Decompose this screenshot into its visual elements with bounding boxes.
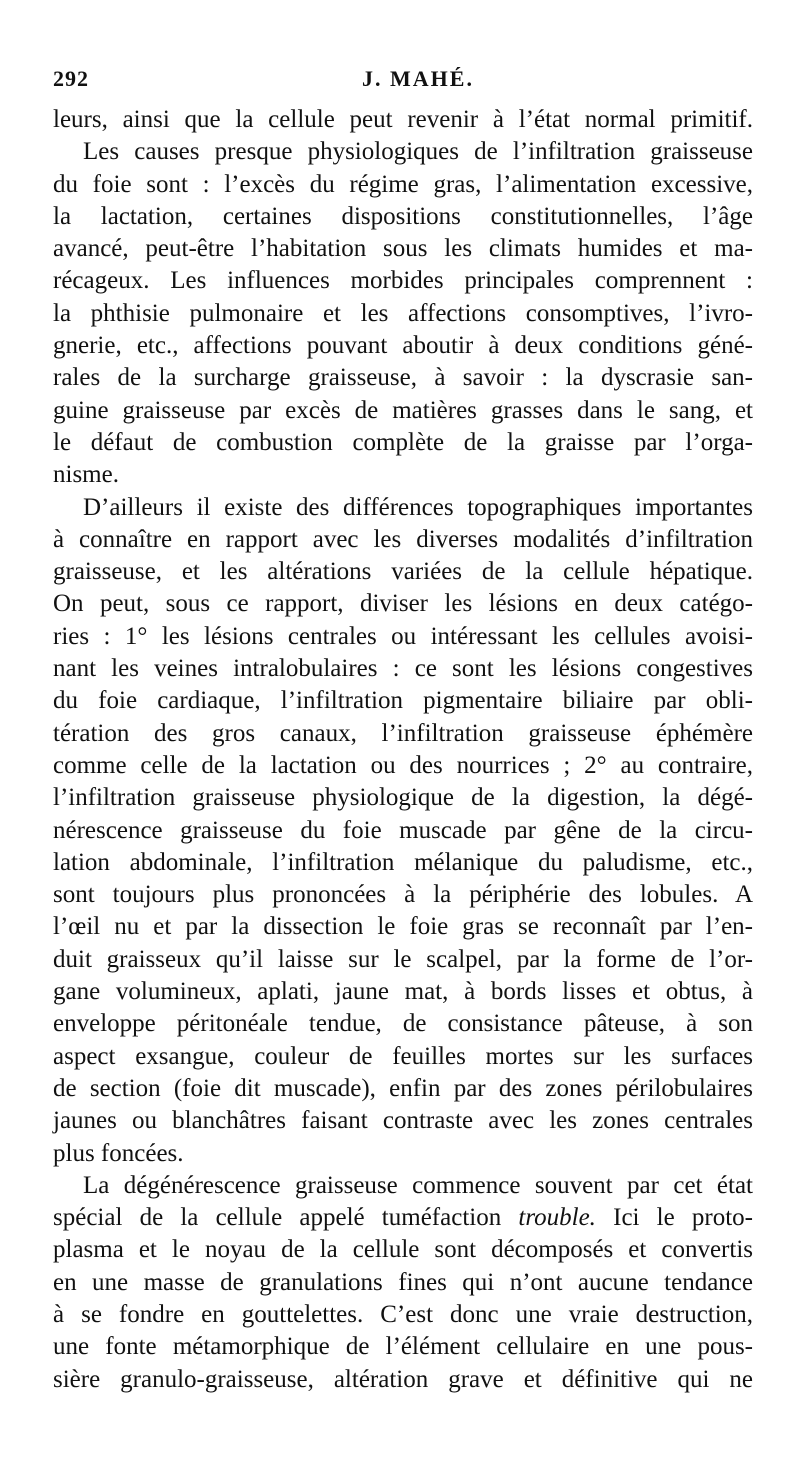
text-line: ries : 1° les lésions centrales ou intéressant les cellules avoisi- <box>53 622 753 650</box>
text-line: La dégénérescence graisseuse commence souvent par cet état <box>83 1171 753 1199</box>
running-head <box>53 66 753 96</box>
text-line: la phthisie pulmonaire et les affections consomptives, l’ivro- <box>53 299 753 327</box>
body-text <box>53 104 753 1396</box>
text-line: guine graisseuse par excès de matières grasses dans le sang, et <box>53 396 753 424</box>
text-line: jaunes ou blanchâtres faisant contraste avec les zones centrales <box>53 1107 753 1135</box>
text-line: l’infiltration graisseuse physiologique de la digestion, la dégé- <box>53 784 753 812</box>
text-line: comme celle de la lactation ou des nourrices ; 2° au contraire, <box>53 751 753 779</box>
text-line: une fonte métamorphique de l’élément cellulaire en une pous- <box>53 1333 753 1361</box>
text-line: leurs, ainsi que la cellule peut revenir à l’état normal primitif. <box>53 106 753 133</box>
text-line: gnerie, etc., affections pouvant aboutir à deux conditions géné- <box>53 332 753 360</box>
text-line: du foie cardiaque, l’infiltration pigmentaire biliaire par obli- <box>53 687 753 715</box>
text-line: aspect exsangue, couleur de feuilles mortes sur les surfaces <box>53 1042 753 1070</box>
text-line: On peut, sous ce rapport, diviser les lésions en deux catégo- <box>53 590 753 618</box>
text-line: à connaître en rapport avec les diverses modalités d’infiltration <box>53 525 753 553</box>
text-line: nisme. <box>53 461 119 489</box>
text-line: de section (foie dit muscade), enfin par des zones périlobulaires <box>53 1074 753 1102</box>
text-line: rales de la surcharge graisseuse, à savoir : la dyscrasie san- <box>53 364 753 392</box>
page-number: 292 <box>53 66 89 91</box>
text-line: Les causes presque physiologiques de l’infiltration graisseuse <box>83 138 753 166</box>
text-line: spécial de la cellule appelé tuméfaction trouble. Ici le proto- <box>53 1204 753 1232</box>
text-line: sont toujours plus prononcées à la périphérie des lobules. A <box>53 881 753 909</box>
text-line: l’œil nu et par la dissection le foie gras se reconnaît par l’en- <box>53 913 753 941</box>
text-line: plus foncées. <box>53 1139 184 1167</box>
text-line: gane volumineux, aplati, jaune mat, à bords lisses et obtus, à <box>53 978 753 1006</box>
text-line: sière granulo-graisseuse, altération grave et définitive qui ne <box>53 1365 753 1393</box>
text-line: duit graisseux qu’il laisse sur le scalpel, par la forme de l’or- <box>53 945 753 973</box>
text-line: graisseuse, et les altérations variées de la cellule hépatique. <box>53 558 753 586</box>
text-line: à se fondre en gouttelettes. C’est donc une vraie destruction, <box>53 1300 753 1328</box>
text-line: nérescence graisseuse du foie muscade par gêne de la circu- <box>53 816 753 844</box>
text-line: en une masse de granulations fines qui n’ont aucune tendance <box>53 1268 753 1296</box>
text-line: D’ailleurs il existe des différences topographiques importantes <box>83 493 753 521</box>
text-line: plasma et le noyau de la cellule sont décomposés et convertis <box>53 1236 753 1264</box>
text-line: récageux. Les influences morbides principales comprennent : <box>53 267 753 295</box>
running-title: J. MAHÉ. <box>362 66 474 91</box>
text-line: lation abdominale, l’infiltration mélanique du paludisme, etc., <box>53 848 753 876</box>
text-line: enveloppe péritonéale tendue, de consistance pâteuse, à son <box>53 1010 753 1038</box>
text-line: avancé, peut-être l’habitation sous les climats humides et ma- <box>53 235 753 263</box>
text-line: nant les veines intralobulaires : ce sont les lésions congestives <box>53 655 753 683</box>
text-line: la lactation, certaines dispositions constitutionnelles, l’âge <box>53 202 753 230</box>
text-line: le défaut de combustion complète de la graisse par l’orga- <box>53 428 753 456</box>
text-line: tération des gros canaux, l’infiltration graisseuse éphémère <box>53 719 753 747</box>
text-line: du foie sont : l’excès du régime gras, l’alimentation excessive, <box>53 170 753 198</box>
